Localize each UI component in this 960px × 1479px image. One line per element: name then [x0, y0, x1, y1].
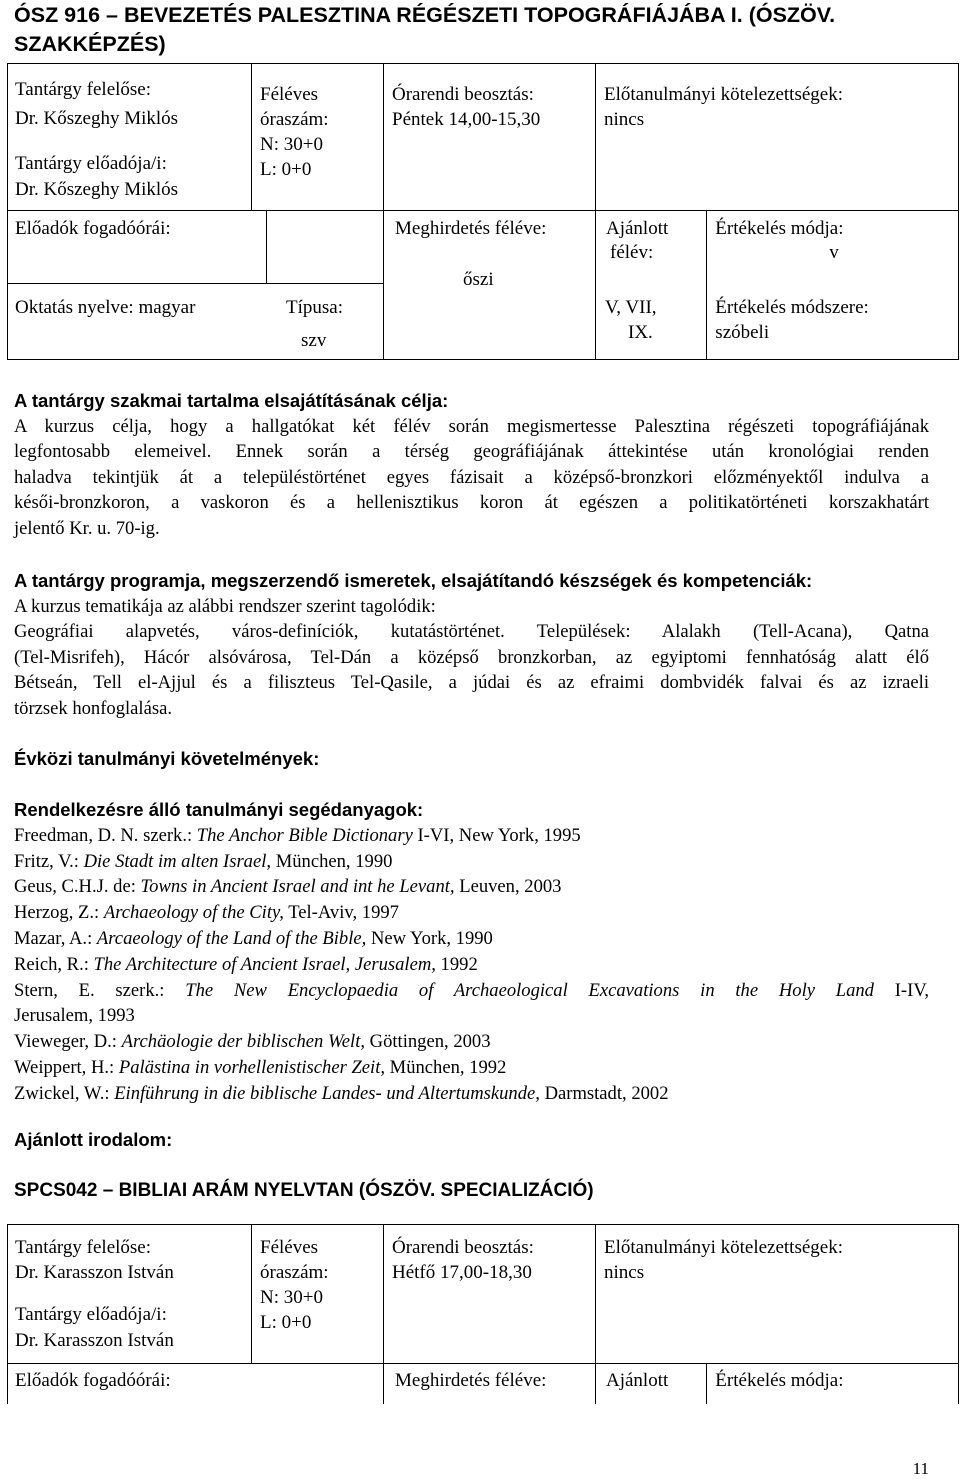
program-line: törzsek honfoglalása.	[14, 697, 172, 719]
program-section	[14, 568, 929, 722]
responsible-label: Tantárgy felelőse:	[15, 1237, 152, 1258]
eval-method-value: szóbeli	[715, 322, 770, 343]
schedule-value: Péntek 14,00-15,30	[392, 109, 541, 130]
hours-n: N: 30+0	[260, 1287, 323, 1308]
course1-title-line2: SZAKKÉPZÉS)	[14, 32, 166, 56]
language-label: Oktatás nyelve: magyar	[15, 297, 196, 318]
course1-info-table	[7, 63, 959, 360]
lecturer-label: Tantárgy előadója/i:	[15, 153, 167, 174]
bib-entry: Geus, C.H.J. de: Towns in Ancient Israel and int he Levant, Leuven, 2003	[14, 876, 562, 898]
hours-label-2: óraszám:	[260, 109, 329, 130]
eval-mode-value: v	[829, 242, 839, 263]
aim-line: A kurzus célja, hogy a hallgatókat két félév során megismertesse Palesztina régészeti topográfiájának	[14, 415, 929, 437]
responsible-label: Tantárgy felelőse:	[15, 79, 152, 100]
bib-entry: Fritz, V.: Die Stadt im alten Israel, München, 1990	[14, 850, 393, 872]
hours-n: N: 30+0	[260, 134, 323, 155]
hours-label: Féléves	[260, 1237, 319, 1258]
hours-l: L: 0+0	[260, 1312, 312, 1333]
divider	[8, 283, 383, 284]
eval-mode-label: Értékelés módja:	[715, 1370, 844, 1391]
page-number: 11	[912, 1459, 929, 1478]
prereq-label: Előtanulmányi kötelezettségek:	[604, 84, 844, 105]
rec-sem-value: V, VII,	[605, 297, 657, 318]
prereq-value: nincs	[604, 1262, 645, 1283]
eval-method-label: Értékelés módszere:	[715, 297, 869, 318]
aim-line: haladva tekintjük át a településtörténet egyes fázisait a középső-bronzkori előzményektől indulva a	[14, 466, 929, 488]
hours-l: L: 0+0	[260, 159, 312, 180]
rec-sem-label-2: félév:	[610, 242, 654, 263]
bib-entry: Reich, R.: The Architecture of Ancient Israel, Jerusalem, 1992	[14, 953, 478, 975]
rec-sem-label: Ajánlott	[606, 218, 669, 239]
bib-entry: Stern, E. szerk.: The New Encyclopaedia of Archaeological Excavations in the Holy Land I-IV,	[14, 979, 929, 1001]
eval-mode-label: Értékelés módja:	[715, 218, 844, 239]
materials-heading: Rendelkezésre álló tanulmányi segédanyagok:	[14, 799, 424, 820]
rec-sem-value-2: IX.	[628, 322, 653, 343]
bib-entry-continuation: Jerusalem, 1993	[14, 1005, 135, 1027]
recommended-section	[14, 1127, 929, 1153]
program-line: Bétseán, Tell el-Ajjul és a filiszteus Tel-Qasile, a júdai és az efraimi dombvidék falvai és az izraeli	[14, 672, 929, 694]
bib-entry: Freedman, D. N. szerk.: The Anchor Bible Dictionary I-VI, New York, 1995	[14, 824, 581, 846]
program-line: Geográfiai alapvetés, város-definíciók, kutatástörténet. Települések: Alalakh (Tell-Acana), Qatna	[14, 621, 929, 643]
lecturer-name: Dr. Karasszon István	[15, 1330, 174, 1351]
bib-entry: Herzog, Z.: Archaeology of the City, Tel-Aviv, 1997	[14, 902, 399, 924]
office-hours-label: Előadók fogadóórái:	[15, 218, 171, 239]
aim-line: jelentő Kr. u. 70-ig.	[14, 517, 160, 539]
recommended-heading: Ajánlott irodalom:	[14, 1129, 173, 1150]
lecturer-label: Tantárgy előadója/i:	[15, 1304, 167, 1325]
course1-title-line1: ÓSZ 916 – BEVEZETÉS PALESZTINA RÉGÉSZETI TOPOGRÁFIÁJÁBA I. (ÓSZÖV.	[14, 3, 836, 27]
divider	[266, 211, 267, 283]
course2-title: SPCS042 – BIBLIAI ARÁM NYELVTAN (ÓSZÖV. SPECIALIZÁCIÓ)	[14, 1180, 594, 1201]
program-line: (Tel-Misrifeh), Hácór alsóvárosa, Tel-Dán a középső bronzkorban, az egyiptomi fennhatóság alatt élő	[14, 646, 929, 668]
schedule-label: Órarendi beosztás:	[392, 1237, 534, 1258]
bib-entry: Vieweger, D.: Archäologie der biblischen Welt, Göttingen, 2003	[14, 1031, 491, 1053]
aim-section	[14, 388, 929, 542]
aim-line: legfontosabb elemeivel. Ennek során a térség geográfiájának áttekintése után kronológiai renden	[14, 441, 929, 463]
aim-line: késői-bronzkoron, a vaskoron és a hellenisztikus koron át egészen a politikatörténeti korszakhatárt	[14, 492, 929, 514]
schedule-value: Hétfő 17,00-18,30	[392, 1262, 532, 1283]
lecturer-name: Dr. Kőszeghy Miklós	[15, 179, 179, 200]
responsible-name: Dr. Karasszon István	[15, 1262, 174, 1283]
course1-title	[14, 1, 949, 59]
requirements-section	[14, 746, 929, 772]
bib-entry: Mazar, A.: Arcaeology of the Land of the Bible, New York, 1990	[14, 927, 493, 949]
requirements-heading: Évközi tanulmányi követelmények:	[14, 748, 320, 769]
program-heading: A tantárgy programja, megszerzendő ismeretek, elsajátítandó készségek és kompetenciák:	[14, 570, 813, 591]
responsible-name: Dr. Kőszeghy Miklós	[15, 108, 179, 129]
prereq-label: Előtanulmányi kötelezettségek:	[604, 1237, 844, 1258]
course2-info-table	[7, 1224, 959, 1404]
prereq-value: nincs	[604, 109, 645, 130]
schedule-label: Órarendi beosztás:	[392, 84, 534, 105]
announce-label: Meghirdetés féléve:	[395, 1370, 547, 1391]
rec-sem-label: Ajánlott	[606, 1370, 669, 1391]
hours-label-2: óraszám:	[260, 1262, 329, 1283]
announce-label: Meghirdetés féléve:	[395, 218, 547, 239]
bib-entry: Zwickel, W.: Einführung in die biblische Landes- und Altertumskunde, Darmstadt, 2002	[14, 1082, 669, 1104]
materials-section	[14, 797, 929, 1107]
hours-label: Féléves	[260, 84, 319, 105]
announce-value: őszi	[463, 269, 494, 290]
bib-entry: Weippert, H.: Palästina in vorhellenistischer Zeit, München, 1992	[14, 1056, 507, 1078]
office-hours-label: Előadók fogadóórái:	[15, 1370, 171, 1391]
type-label: Típusa:	[286, 297, 343, 318]
aim-heading: A tantárgy szakmai tartalma elsajátításának célja:	[14, 390, 449, 411]
type-value: szv	[301, 330, 327, 351]
program-intro: A kurzus tematikája az alábbi rendszer szerint tagolódik:	[14, 595, 436, 617]
